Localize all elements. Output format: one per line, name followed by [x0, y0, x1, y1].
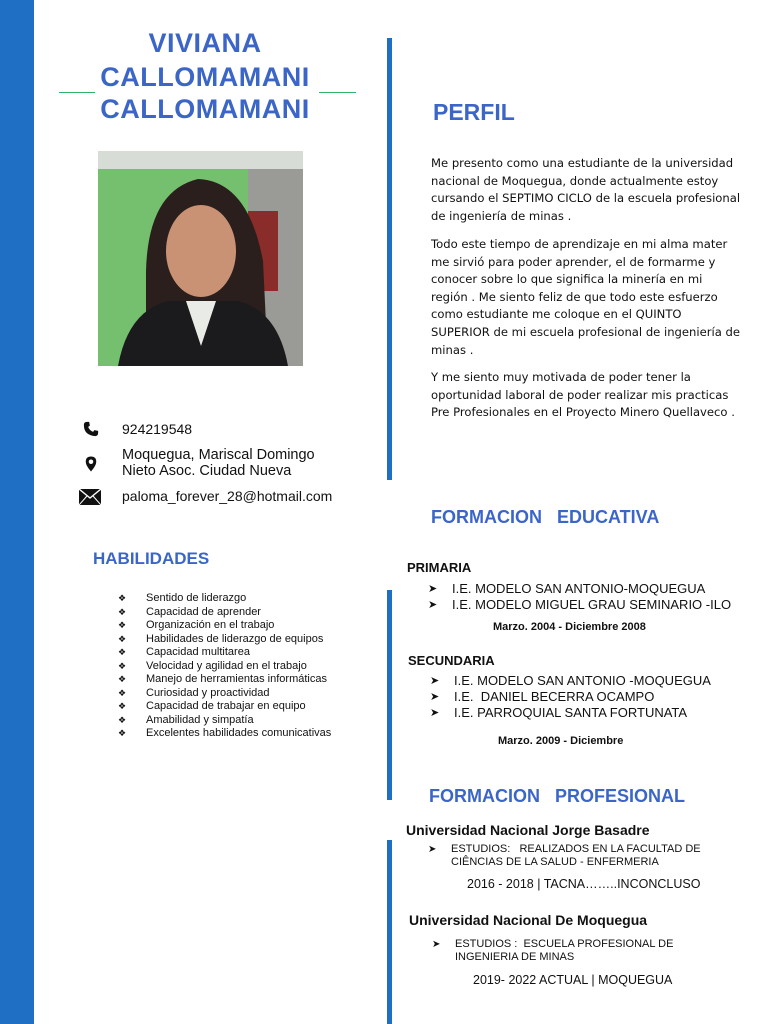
- profile-paragraph-1: Me presento como una estudiante de la universidad nacional de Moquegua, donde actualmente estoy cursando el SEPTIMO CICLO de la escuela profesional de ingeniería de minas .: [431, 156, 741, 223]
- address-line-1: Moquegua, Mariscal Domingo: [122, 447, 315, 463]
- name-rule-left: [59, 92, 95, 93]
- profile-paragraph-2: Todo este tiempo de aprendizaje en mi alma mater me sirvió para poder aprender, el de formarme y conocer sobre lo que significa la minería en mi región . Me siento feliz de que todo este esfuerzo como estudiante me coloque en el QUINTO SUPERIOR de mi escuela profesional de ingeniería de minas .: [431, 237, 741, 357]
- left-accent-bar: [0, 0, 34, 1024]
- column-divider-top: [387, 38, 392, 480]
- phone-icon: [82, 420, 100, 443]
- list-item: ❖ Excelentes habilidades comunicativas: [118, 727, 331, 741]
- column-divider-middle: [387, 590, 392, 800]
- professional-heading: FORMACION PROFESIONAL: [429, 786, 685, 806]
- list-item: ❖ Organización en el trabajo: [118, 619, 331, 633]
- name-line-1: VIVIANA: [148, 28, 262, 58]
- secondary-school-list: [430, 673, 711, 721]
- list-item: ❖ Amabilidad y simpatía: [118, 714, 331, 728]
- primary-date: Marzo. 2004 - Diciembre 2008: [493, 621, 646, 633]
- profile-heading: PERFIL: [433, 99, 515, 125]
- list-item: ➤ I.E. MODELO SAN ANTONIO -MOQUEGUA: [430, 673, 711, 689]
- secondary-label: SECUNDARIA: [408, 653, 495, 668]
- list-item: ➤ I.E. DANIEL BECERRA OCAMPO: [430, 689, 711, 705]
- location-pin-icon: [82, 455, 100, 478]
- education-heading: FORMACION EDUCATIVA: [431, 507, 660, 527]
- list-item: ❖ Habilidades de liderazgo de equipos: [118, 633, 331, 647]
- university-1-period: 2016 - 2018 | TACNA……..INCONCLUSO: [467, 877, 701, 891]
- skills-heading: HABILIDADES: [93, 549, 210, 568]
- list-item: ❖ Velocidad y agilidad en el trabajo: [118, 660, 331, 674]
- address-line-2: Nieto Asoc. Ciudad Nueva: [122, 463, 292, 479]
- list-item: ❖ Capacidad de aprender: [118, 606, 331, 620]
- phone-number: 924219548: [122, 421, 193, 437]
- profile-photo: [98, 151, 303, 366]
- university-1-name: Universidad Nacional Jorge Basadre: [406, 822, 650, 838]
- primary-school-list: [428, 581, 731, 613]
- list-item: ❖ Capacidad multitarea: [118, 646, 331, 660]
- list-item: ❖ Manejo de herramientas informáticas: [118, 673, 331, 687]
- university-2-name: Universidad Nacional De Moquegua: [409, 912, 648, 928]
- list-item: ➤ I.E. MODELO SAN ANTONIO-MOQUEGUA: [428, 581, 731, 597]
- email-envelope-icon: [79, 489, 101, 510]
- secondary-date: Marzo. 2009 - Diciembre: [498, 735, 624, 747]
- name-line-3: CALLOMAMANI: [100, 94, 310, 124]
- arrow-bullet-icon: ➤: [428, 844, 437, 855]
- column-divider-bottom: [387, 840, 392, 1024]
- university-2-period: 2019- 2022 ACTUAL | MOQUEGUA: [473, 973, 673, 987]
- skills-list: [118, 592, 331, 741]
- email-address: paloma_forever_28@hotmail.com: [122, 488, 333, 504]
- arrow-bullet-icon: ➤: [432, 939, 441, 950]
- list-item: ➤ I.E. MODELO MIGUEL GRAU SEMINARIO -ILO: [428, 597, 731, 613]
- profile-paragraph-3: Y me siento muy motivada de poder tener la oportunidad laboral de poder realizar mis practicas Pre Profesionales en el Proyecto Minero Quellaveco .: [431, 370, 735, 420]
- university-1-detail: ESTUDIOS: REALIZADOS EN LA FACULTAD DE CIÊNCIAS DE LA SALUD - ENFERMERIA: [451, 843, 704, 868]
- list-item: ❖ Capacidad de trabajar en equipo: [118, 700, 331, 714]
- name-rule-right: [319, 92, 356, 93]
- primary-label: PRIMARIA: [407, 560, 472, 575]
- name-line-2: CALLOMAMANI: [100, 62, 310, 92]
- list-item: ❖ Curiosidad y proactividad: [118, 687, 331, 701]
- university-2-detail: ESTUDIOS : ESCUELA PROFESIONAL DE INGENIERIA DE MINAS: [455, 938, 677, 963]
- list-item: ❖ Sentido de liderazgo: [118, 592, 331, 606]
- list-item: ➤ I.E. PARROQUIAL SANTA FORTUNATA: [430, 705, 711, 721]
